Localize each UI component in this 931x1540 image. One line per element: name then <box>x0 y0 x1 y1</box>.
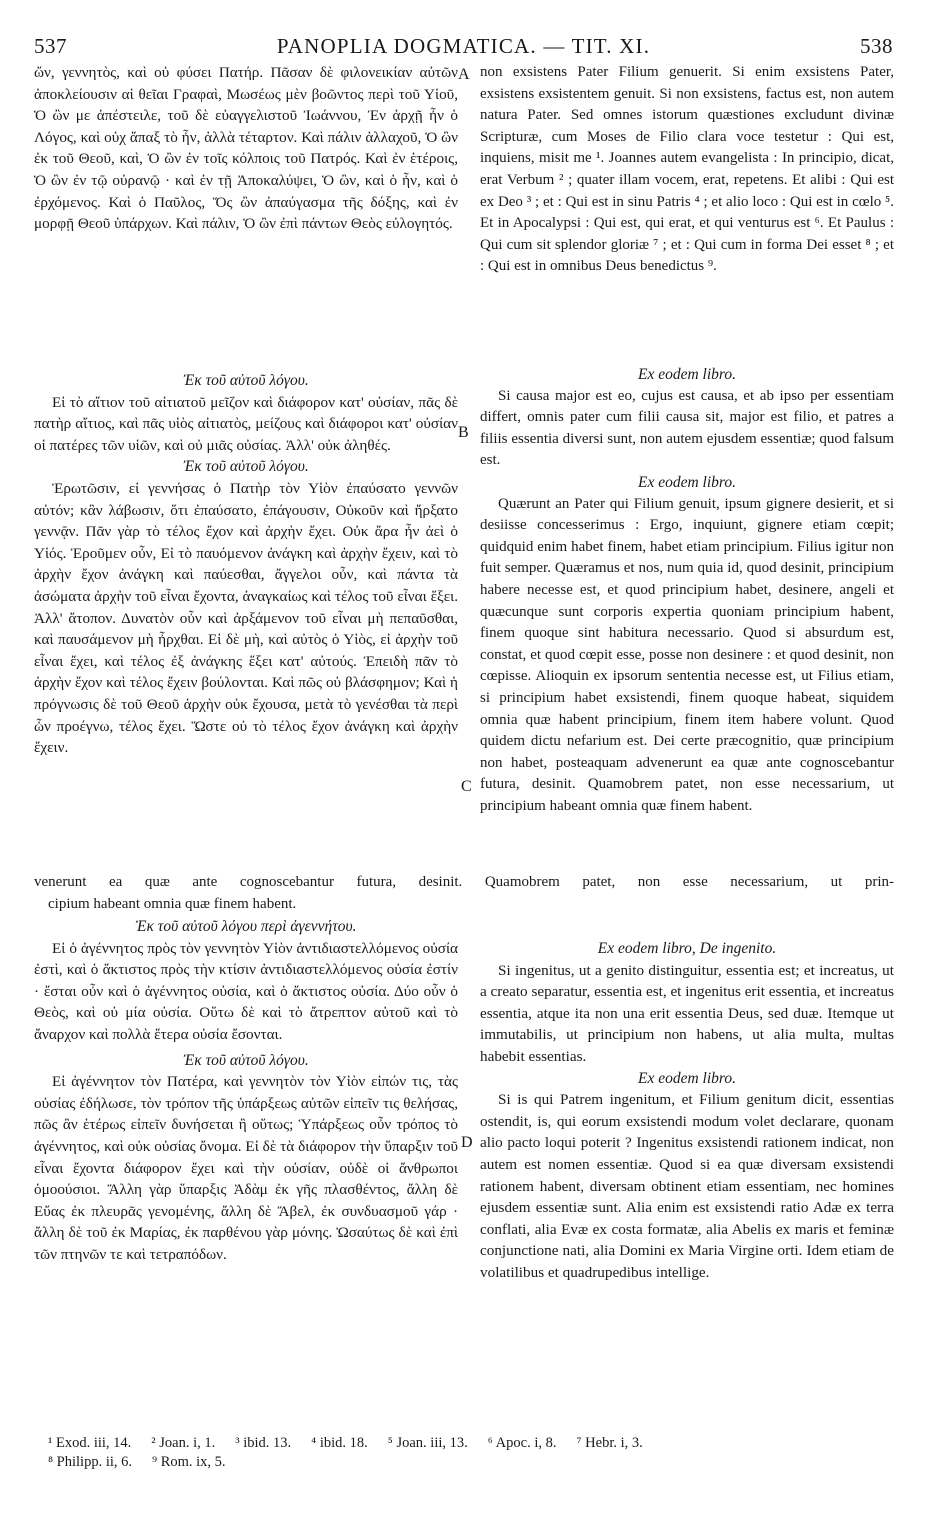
greek-paragraph: Εἰ τὸ αἴτιον τοῦ αἰτιατοῦ μεῖζον καὶ διάφορον κατ' οὐσίαν, πᾶς δὲ πατὴρ αἴτιος, καὶ πᾶς υἱὸς αἰτιατὸς, μείζους καὶ διάφοροι κατ' οὐσίαν οἱ πατέρες τῶν υἱῶν, καὶ οὐ μιᾶς οὐσίας. Ἀλλ' οὐκ ἀληθές. <box>34 393 458 454</box>
greek-paragraph: Εἰ ἀγέννητον τὸν Πατέρα, καὶ γεννητὸν τὸν Υἱὸν εἰπών τις, τὰς οὐσίας ἐδήλωσε, τὸν τρόπον τῆς ὑπάρξεως αὐτῶν εἰπεῖν τις θελήσας, πῶς ἂν ἑτέρως εἰπεῖν δυνήσεται ἢ οὕτως; Ὑπάρξεως οὖν τρόπος τὸ ἀγέννητος, καὶ οὐκ οὐσίας ὄνομα. Εἰ δὲ τὰ διάφορον τὴν ὕπαρξιν τοῦ εἶναι ἔχοντα διάφορον ἔχει καὶ τὴν οὐσίαν, οὐδὲ οἱ ἄνθρωποι ὁμοούσιοι. Ἄλλη γὰρ ὕπαρξις Ἀδὰμ ἐκ γῆς πλασθέντος, ἄλλη δὲ Εὔας ἐκ πλευρᾶς γενομένης, ἄλλη δὲ Ἄβελ, ἐκ συνδυασμοῦ γάρ · ἄλλη δὲ τοῦ ἐκ Μαρίας, ἐκ παρθένου γὰρ μόνης. Ὡσαύτως δὲ καὶ ἐπὶ τῶν πτηνῶν τε καὶ τετραπόδων. <box>34 1073 458 1263</box>
section-heading: Ἐκ τοῦ αὐτοῦ λόγου. <box>183 372 309 389</box>
latin-column-bottom <box>480 916 894 1284</box>
greek-column-bottom <box>34 916 458 1266</box>
greek-paragraph: Εἰ ὁ ἀγέννητος πρὸς τὸν γεννητὸν Υἱὸν ἀντιδιαστελλόμενος οὐσία ἐστὶ, καὶ ὁ ἄκτιστος πρὸς τὴν κτίσιν ἀντιδιαστελλόμενος οὐσία ἐστίν · ἔσται οὖν καὶ ὁ ἀγέννητος οὐσία, καὶ ὁ ἄκτιστος οὐσία. Δύο οὖν ὁ Θεὸς, καὶ οὐ μία οὐσία. Οὕτω δὲ καὶ τὸ ἄτρεπτον αὐτοῦ καὶ τὸ ἄναρχον καὶ πολλὰ ἕτερα οὐσία ἔσονται. <box>34 939 458 1043</box>
latin-paragraph: non exsistens Pater Filium genuerit. Si enim exsistens Pater, exsistens exsistentem genuit. Si non exsistens, factus est, non autem natura Pater. Sed omnes istorum quæstiones excludunt divinæ Scripturæ, cum Moses de Filio clara voce testetur : Qui est, inquiens, misit me ¹. Joannes autem evangelista : In principio, dicat, erat Verbum ² ; quater illam vocem, erat, repetens. Et alibi : Qui est ex Deo ³ ; et : Qui est in sinu Patris ⁴ ; et alio loco : Qui est in cœlo ⁵. Et in Apocalypsi : Qui est, qui erat, et qui venturus est ⁶. Et Paulus : Qui cum sit splendor gloriæ ⁷ ; et : Qui cum in forma Dei esset ⁸ ; et : Qui est in omnibus Deus benedictus ⁹. <box>480 64 894 275</box>
footnotes <box>48 1434 894 1472</box>
latin-paragraph: Quærunt an Pater qui Filium genuit, ipsum gignere desierit, et si desiisse concesserimus : Ergo, inquiunt, gignere etiam cœpit; quidquid enim habet finem, habet etiam principium. Filius igitur non fuit semper. Quæramus et nos, num quia id, quod desinit, principium habere necesse est, et quod principium habet, desinere, angeli et quæcunque sunt corporis expertia quoniam principium habent, finem quoque sint habitura necessario. Quod si absurdum est, constat, et quod cœpit esse, posse non desinere : et quod desinit, non cœpisse. Alioquin ex ipsorum sententia necesse est, ut Filius etiam, si principium habet exsistendi, finem quoque habeat, siquidem omnia quæ habent principium, finem item habere volunt. Quod quidem dictu nefarium est. Dei certe præcognitio, quæ principium non habet, posteaquam advenerunt ea quæ ante cognoscebantur futura, desinit. Quamobrem patet, non esse necessarium, ut principium habeant omnia quæ finem habent. <box>480 495 894 814</box>
footnote: ² Joan. i, 1. <box>151 1435 216 1451</box>
footnote: ¹ Exod. iii, 14. <box>48 1435 132 1451</box>
greek-paragraph: Ἐρωτῶσιν, εἰ γεννήσας ὁ Πατὴρ τὸν Υἱὸν ἐπαύσατο γεννῶν αὐτόν; κἂν λάβωσιν, ὅτι ἐπαύσατο, ἐπάγουσιν, Οὐκοῦν καὶ ἤρξατο γεννᾷν. Πᾶν γὰρ τὸ τέλος ἔχον καὶ ἀρχὴν ἔχει. Οὐκ ἄρα ἦν ἀεὶ ὁ Υἱός. Ἐροῦμεν οὖν, Εἰ τὸ παυόμενον ἀνάγκη καὶ ἀρχὴν ἔχειν, καὶ τὸ ἀρχὴν ἔχον ἀνάγκη καὶ παύεσθαι, ἄγγελοι οὖν, καὶ πάντα τὰ ἀσώματα ἀρχὴν τοῦ εἶναι ἔχοντα, ἀναγκαίως καὶ τέλος τοῦ εἶναι ἕξει. Ἀλλ' ἄτοπον. Δυνατὸν οὖν καὶ ἀρξάμενον τοῦ εἶναι μὴ πεπαῦσθαι, καὶ παυσάμενον μὴ ἦρχθαι. Εἰ δὲ μὴ, καὶ αὐτὸς ὁ Υἱὸς, εἰ ἀρχὴν τοῦ εἶναι ἔχει, καὶ τέλος ἐξ ἀνάγκης ἕξει κατ' αὐτούς. Ἐπειδὴ πᾶν τὸ ἀρχὴν ἔχον καὶ τέλος ἔχειν βούλονται. Καὶ πῶς οὐ βλάσφημον; Καὶ ἡ πρόγνωσις δὲ τοῦ Θεοῦ ἀρχὴν οὐκ ἔχουσα, μετὰ τὸ γενέσθαι τὰ περὶ ὧν προέγνω, τέλος ἔχει. Ὥστε οὐ τὸ τέλος ἔχον ἀνάγκη καὶ ἀρχὴν ἔχειν. <box>34 479 458 757</box>
footnote: ⁹ Rom. ix, 5. <box>152 1454 226 1470</box>
greek-paragraph: ὤν, γεννητὸς, καὶ οὐ φύσει Πατήρ. Πᾶσαν δὲ φιλονεικίαν αὐτῶν ἀποκλείουσιν αἱ θεῖαι Γραφαὶ, Μωσέως μὲν βοῶντος περὶ τοῦ Υἱοῦ, Ὁ ὢν με ἀπέστειλε, τοῦ δὲ εὐαγγελιστοῦ Ἰωάννου, Ἐν ἀρχῇ ἦν ὁ Λόγος, καὶ οὐχ ἅπαξ τὸ ἦν, ἀλλὰ τέταρτον. Καὶ πάλιν ἀλλαχοῦ, Ὁ ὢν ἐκ τοῦ Θεοῦ, καὶ, Ὁ ὢν ἐν τοῖς κόλποις τοῦ Πατρός. Καὶ ἐν ἑτέροις, Ὁ ὢν ἐν τῷ οὐρανῷ · καὶ ἐν τῇ Ἀποκαλύψει, Ὁ ὢν, καὶ ὁ ἦν, καὶ ὁ ἐρχόμενος. Καὶ ὁ Παῦλος, Ὅς ὢν ἀπαύγασμα τῆς δόξης, καὶ ἐν μορφῇ Θεοῦ ὑπάρχων. Καὶ πάλιν, Ὁ ὢν ἐπὶ πάντων Θεὸς εὐλογητός. <box>34 64 458 233</box>
section-heading: Ex eodem libro. <box>638 1069 736 1087</box>
page-header <box>34 34 893 60</box>
footnote-row <box>48 1453 894 1472</box>
section-heading: Ex eodem libro, De ingenito. <box>597 940 777 957</box>
margin-marker-d: D <box>461 1134 473 1151</box>
section-heading: Ex eodem libro. <box>638 473 736 491</box>
latin-paragraph: Si causa major est eo, cujus est causa, et ab ipso per essentiam differt, omnis pater cum filii causa sit, major est filio, et patres a filiis essentia diversi sunt, non autem ejusdem essentiæ; quod falsum est. <box>480 387 894 469</box>
latin-paragraph: Si is qui Patrem ingenitum, et Filium genitum dicit, essentias ostendit, is, qui eorum exsistendi modum volet declarare, quonam alio pacto loqui poterit ? Ingenitus exsistendi rationem indicat, non autem est nomen essentiæ. Quod si ea quæ diversam exsistendi rationem habent, diversam obtinent etiam essentiam, nec homines ejusdem essentiæ sunt. Alia enim est exsistendi ratio Adæ ex terra conflati, alia Evæ ex costa formatæ, alia Abelis ex maris et feminæ conjunctione nati, alia Domini ex Maria Virgine orti. Idem etiam de volatilibus et quadrupedibus intellige. <box>480 1091 894 1281</box>
footnote: ⁷ Hebr. i, 3. <box>576 1435 643 1451</box>
section-heading: Ἐκ τοῦ αὐτοῦ λόγου. <box>183 458 309 476</box>
spanning-line: venerunt ea quæ ante cognoscebantur futura, desinit. Quamobrem patet, non esse necessarium, ut prin- <box>34 874 894 890</box>
section-heading: Ἐκ τοῦ αὐτοῦ λόγου. <box>183 1051 309 1069</box>
page-number-right: 538 <box>860 34 893 58</box>
margin-marker-b: B <box>458 424 469 441</box>
footnote-row <box>48 1434 894 1453</box>
footnote: ⁵ Joan. iii, 13. <box>387 1435 468 1451</box>
running-title: PANOPLIA DOGMATICA. — TIT. XI. <box>276 34 651 58</box>
footnote: ⁶ Apoc. i, 8. <box>487 1435 557 1451</box>
footnote: ³ ibid. 13. <box>235 1435 292 1451</box>
greek-column-top <box>34 62 458 826</box>
margin-marker-a: A <box>458 66 470 83</box>
section-heading: Ex eodem libro. <box>638 366 736 383</box>
section-heading: Ἐκ τοῦ αὐτοῦ λόγου περὶ ἀγεννήτου. <box>135 918 357 935</box>
page-number-left: 537 <box>34 34 67 58</box>
latin-column-top <box>480 62 894 840</box>
spanning-line-end: cipium habeant omnia quæ finem habent. <box>48 896 297 912</box>
footnote: ⁴ ibid. 18. <box>311 1435 368 1451</box>
margin-marker-c: C <box>461 778 472 795</box>
latin-paragraph: Si ingenitus, ut a genito distinguitur, essentia est; et increatus, ut a creato separatur, essentia est, et ingenitus erit essentia, et increatus essentia, atque ita non una erit essentia Deus, sed duæ. Itemque ut immutabilis, ut principium non habens, ut alia multa, multas habebit essentias. <box>480 961 894 1065</box>
footnote: ⁸ Philipp. ii, 6. <box>48 1454 133 1470</box>
